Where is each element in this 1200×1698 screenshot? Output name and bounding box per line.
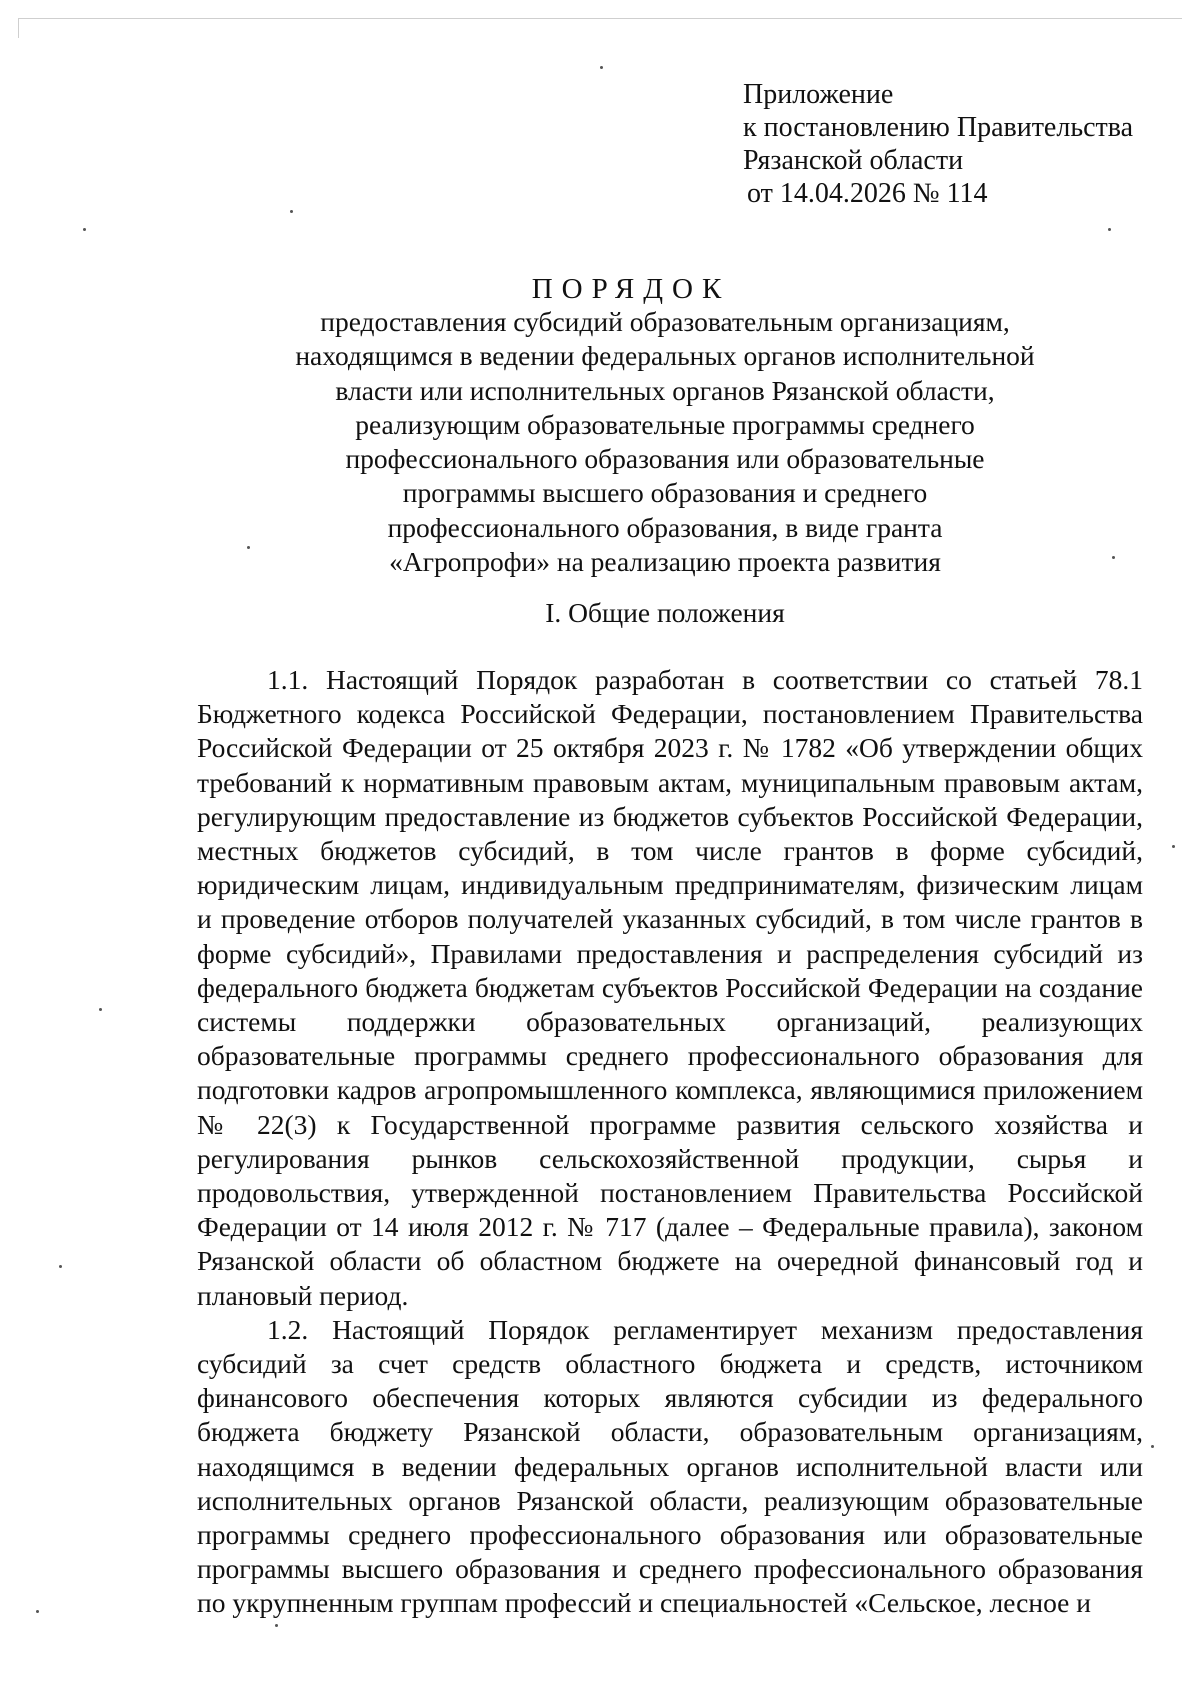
scan-speck <box>36 1610 39 1613</box>
scan-speck <box>59 1265 62 1268</box>
subtitle-line: находящимся в ведении федеральных органов исполнительной <box>295 340 1035 372</box>
scan-border-top <box>18 18 1182 19</box>
subtitle-line: «Агропрофи» на реализацию проекта развития <box>389 546 941 578</box>
scan-speck <box>83 228 86 231</box>
scan-speck <box>600 66 603 69</box>
scan-speck <box>1108 228 1111 231</box>
annex-date-line: от 14.04.2026 № 114 <box>747 178 988 209</box>
scan-border-left <box>18 18 19 38</box>
subtitle-line: программы высшего образования и среднего <box>402 477 928 509</box>
paragraph-1-1: 1.1. Настоящий Порядок разработан в соответствии со статьей 78.1 Бюджетного кодекса Российской Федерации, постановлением Правительства Российской Федерации от 25 октября 2023 г. № 1782 «Об утверждении общих требований к нормативным правовым актам, муниципальным правовым актам, регулирующим предоставление из бюджетов субъектов Российской Федерации, местных бюджетов субсидий, в том числе грантов в форме субсидий, юридическим лицам, индивидуальным предпринимателям, физическим лицам и проведение отборов получателей указанных субсидий, в том числе грантов в форме субсидий», Правилами предоставления и распределения субсидий из федерального бюджета бюджетам субъектов Российской Федерации на создание системы поддержки образовательных организаций, реализующих образовательные программы среднего профессионального образования для подготовки кадров агропромышленного комплекса, являющимися приложением № 22(3) к Государственной программе развития сельского хозяйства и регулирования рынков сельскохозяйственной продукции, сырья и продовольствия, утвержденной постановлением Правительства Российской Федерации от 14 июля 2012 г. № 717 (далее – Федеральные правила), законом Рязанской области об областном бюджете на очередной финансовый год и плановый период. <box>197 664 1143 1311</box>
subtitle-line: профессионального образования, в виде гранта <box>387 511 943 543</box>
paragraph-1-2: 1.2. Настоящий Порядок регламентирует механизм предоставления субсидий за счет средств областного бюджета и средств, источником финансового обеспечения которых являются субсидии из федерального бюджета бюджету Рязанской области, образовательным организациям, находящимся в ведении федеральных органов исполнительной власти или исполнительных органов Рязанской области, реализующим образовательные программы среднего профессионального образования или образовательные программы высшего образования и среднего профессионального образования по укрупненным группам профессий и специальностей «Сельское, лесное и <box>197 1313 1143 1619</box>
section-heading: I. Общие положения <box>545 597 785 628</box>
scan-speck <box>1172 845 1175 848</box>
annex-line-1: Приложение <box>743 79 894 110</box>
document-body <box>197 663 1143 1621</box>
scan-speck <box>247 546 250 549</box>
annex-line-2: к постановлению Правительства <box>743 112 1134 143</box>
document-title: ПОРЯДОК <box>531 273 731 305</box>
scan-speck <box>1112 556 1115 559</box>
scan-speck <box>99 1008 102 1011</box>
subtitle-line: предоставления субсидий образовательным организациям, <box>320 306 1010 337</box>
annex-block <box>743 78 1133 210</box>
subtitle-line: реализующим образовательные программы среднего <box>355 408 975 440</box>
document-subtitle <box>200 305 1130 579</box>
subtitle-line: профессионального образования или образовательные <box>345 443 985 475</box>
subtitle-line: власти или исполнительных органов Рязанской области, <box>335 374 995 406</box>
scan-speck <box>275 1624 278 1627</box>
annex-line-3: Рязанской области <box>743 145 964 176</box>
scan-speck <box>1151 1445 1154 1448</box>
scan-speck <box>290 210 293 213</box>
